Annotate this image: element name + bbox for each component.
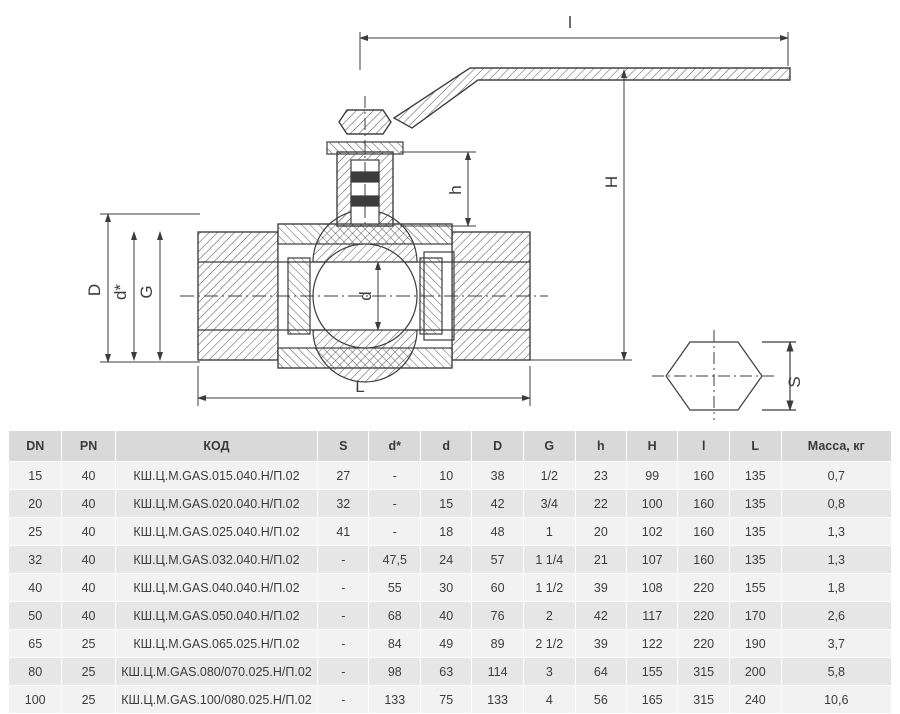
table-cell: 220 [678,602,730,630]
dim-label-d-star: d* [111,283,130,301]
table-cell: 160 [678,518,730,546]
table-cell: 160 [678,490,730,518]
table-header-cell: h [575,431,626,462]
table-row [9,574,892,602]
table-cell: 21 [575,546,626,574]
dim-label-D: D [85,283,104,297]
table-cell: 76 [472,602,524,630]
specification-table [8,430,892,714]
table-cell: 135 [729,490,781,518]
table-row [9,658,892,686]
table-cell: 40 [9,574,62,602]
table-cell: 40 [421,602,472,630]
table-cell: 1/2 [523,462,575,490]
table-cell: 47,5 [369,546,421,574]
table-cell: 68 [369,602,421,630]
dim-label-H: H [602,175,621,189]
table-cell: КШ.Ц.М.GAS.020.040.Н/П.02 [115,490,318,518]
table-row [9,518,892,546]
table-cell: 170 [729,602,781,630]
table-header-cell: КОД [115,431,318,462]
table-cell: 155 [626,658,678,686]
table-cell: 135 [729,518,781,546]
dim-label-G: G [137,285,156,299]
table-cell: 25 [62,630,115,658]
table-cell: - [369,518,421,546]
table-cell: 3 [523,658,575,686]
table-header-cell: DN [9,431,62,462]
table-cell: 1 [523,518,575,546]
table-header-cell: d [421,431,472,462]
table-cell: 315 [678,658,730,686]
table-cell: 3,7 [781,630,891,658]
table-cell: КШ.Ц.М.GAS.065.025.Н/П.02 [115,630,318,658]
table-cell: 1 1/2 [523,574,575,602]
table-cell: 1,3 [781,518,891,546]
table-cell: 1,8 [781,574,891,602]
table-row [9,630,892,658]
table-cell: 15 [421,490,472,518]
table-cell: 57 [472,546,524,574]
table-cell: 4 [523,686,575,714]
table-cell: 40 [62,574,115,602]
table-header-cell: d* [369,431,421,462]
dim-label-d: d [356,291,375,301]
table-cell: 39 [575,630,626,658]
table-cell: 56 [575,686,626,714]
table-header-cell: l [678,431,730,462]
table-cell: 25 [62,658,115,686]
table-header-cell: S [318,431,369,462]
table-cell: 114 [472,658,524,686]
table-row [9,686,892,714]
table-cell: 65 [9,630,62,658]
table-cell: - [318,658,369,686]
table-cell: 315 [678,686,730,714]
table-cell: 102 [626,518,678,546]
table-cell: 32 [9,546,62,574]
table-cell: 40 [62,546,115,574]
table-row [9,546,892,574]
table-cell: 25 [9,518,62,546]
table-cell: 2 1/2 [523,630,575,658]
table-cell: 0,8 [781,490,891,518]
table-cell: КШ.Ц.М.GAS.015.040.Н/П.02 [115,462,318,490]
hex-section-view [652,330,796,420]
table-row [9,462,892,490]
table-header-cell: H [626,431,678,462]
table-cell: 40 [62,518,115,546]
table-cell: 1 1/4 [523,546,575,574]
table-cell: 190 [729,630,781,658]
table-cell: 160 [678,546,730,574]
table-cell: 2,6 [781,602,891,630]
table-cell: 50 [9,602,62,630]
table-cell: 75 [421,686,472,714]
table-cell: 99 [626,462,678,490]
table-cell: 41 [318,518,369,546]
table-cell: 155 [729,574,781,602]
table-cell: - [318,546,369,574]
table-cell: КШ.Ц.М.GAS.100/080.025.Н/П.02 [115,686,318,714]
dim-label-L: L [355,377,365,396]
table-cell: 30 [421,574,472,602]
table-cell: 117 [626,602,678,630]
table-cell: КШ.Ц.М.GAS.050.040.Н/П.02 [115,602,318,630]
table-cell: 27 [318,462,369,490]
table-cell: 100 [626,490,678,518]
table-cell: 107 [626,546,678,574]
table-cell: - [369,462,421,490]
table-cell: 20 [9,490,62,518]
table-cell: - [318,574,369,602]
table-cell: 0,7 [781,462,891,490]
table-cell: 200 [729,658,781,686]
table-cell: 60 [472,574,524,602]
table-cell: 38 [472,462,524,490]
table-cell: КШ.Ц.М.GAS.032.040.Н/П.02 [115,546,318,574]
table-header-cell: L [729,431,781,462]
table-cell: КШ.Ц.М.GAS.080/070.025.Н/П.02 [115,658,318,686]
table-cell: - [318,686,369,714]
table-cell: 133 [472,686,524,714]
table-cell: 3/4 [523,490,575,518]
table-cell: 1,3 [781,546,891,574]
table-cell: 108 [626,574,678,602]
table-cell: 15 [9,462,62,490]
table-cell: 39 [575,574,626,602]
dim-label-h: h [446,185,465,195]
table-cell: 55 [369,574,421,602]
table-row [9,602,892,630]
table-cell: 84 [369,630,421,658]
dim-label-l: l [568,13,572,32]
table-cell: 20 [575,518,626,546]
table-cell: - [318,602,369,630]
table-cell: 5,8 [781,658,891,686]
table-cell: 165 [626,686,678,714]
table-cell: 220 [678,574,730,602]
table-cell: КШ.Ц.М.GAS.025.040.Н/П.02 [115,518,318,546]
table-row [9,490,892,518]
table-header-cell: D [472,431,524,462]
table-cell: 10 [421,462,472,490]
table-cell: 98 [369,658,421,686]
table-cell: - [369,490,421,518]
table-cell: 22 [575,490,626,518]
table-cell: 18 [421,518,472,546]
table-cell: 24 [421,546,472,574]
table-cell: 160 [678,462,730,490]
table-cell: 49 [421,630,472,658]
table-cell: 135 [729,462,781,490]
table-cell: 122 [626,630,678,658]
table-cell: 100 [9,686,62,714]
table-header-cell: Масса, кг [781,431,891,462]
table-cell: 2 [523,602,575,630]
table-cell: 220 [678,630,730,658]
table-cell: 40 [62,490,115,518]
table-header-cell: G [523,431,575,462]
table-cell: 42 [575,602,626,630]
table-cell: 25 [62,686,115,714]
table-cell: 48 [472,518,524,546]
table-cell: КШ.Ц.М.GAS.040.040.Н/П.02 [115,574,318,602]
table-cell: - [318,630,369,658]
table-cell: 64 [575,658,626,686]
table-cell: 32 [318,490,369,518]
table-cell: 135 [729,546,781,574]
table-cell: 40 [62,462,115,490]
table-cell: 240 [729,686,781,714]
table-cell: 23 [575,462,626,490]
table-cell: 80 [9,658,62,686]
table-cell: 10,6 [781,686,891,714]
table-header-cell: PN [62,431,115,462]
valve-body-section [180,68,790,382]
table-cell: 133 [369,686,421,714]
table-cell: 42 [472,490,524,518]
table-cell: 40 [62,602,115,630]
table-header-row [9,431,892,462]
table-cell: 63 [421,658,472,686]
table-cell: 89 [472,630,524,658]
dim-label-S: S [785,376,804,388]
